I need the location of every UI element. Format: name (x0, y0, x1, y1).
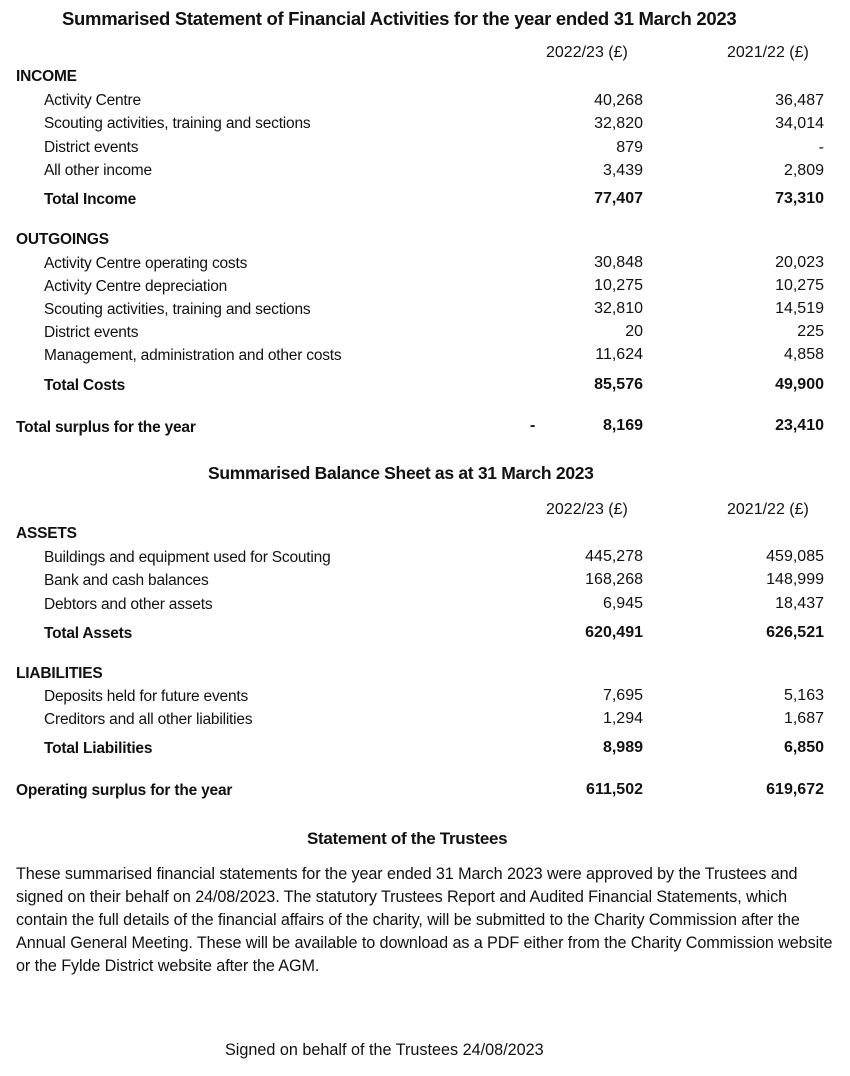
value-2022-23: 32,820 (594, 115, 643, 132)
value-2022-23: 1,294 (602, 710, 643, 727)
row-label: Scouting activities, training and sections (44, 301, 311, 318)
bs-column-header-2022-23: 2022/23 (£) (546, 501, 628, 518)
value-2022-23: 6,945 (602, 595, 643, 612)
value-2021-22: 225 (797, 323, 824, 340)
value-2021-22: 18,437 (775, 595, 824, 612)
row-label: Bank and cash balances (44, 572, 209, 589)
value-2021-22: 148,999 (766, 571, 824, 588)
row-label: Scouting activities, training and sections (44, 115, 311, 132)
total-surplus-2021-22: 23,410 (775, 417, 824, 434)
outgoings-heading: OUTGOINGS (16, 231, 109, 248)
value-2021-22: 2,809 (783, 162, 824, 179)
row-label: Creditors and all other liabilities (44, 711, 253, 728)
row-label: Buildings and equipment used for Scouting (44, 549, 331, 566)
total-costs-2022-23: 85,576 (594, 376, 643, 393)
row-label: Activity Centre (44, 92, 141, 109)
value-2022-23: 10,275 (594, 277, 643, 294)
operating-surplus-2021-22: 619,672 (766, 781, 824, 798)
total-costs-2021-22: 49,900 (775, 376, 824, 393)
total-liabilities-2021-22: 6,850 (783, 739, 824, 756)
total-costs-label: Total Costs (44, 377, 126, 394)
row-label: All other income (44, 162, 152, 179)
total-assets-2021-22: 626,521 (766, 624, 824, 641)
row-label: Management, administration and other costs (44, 347, 342, 364)
total-liabilities-label: Total Liabilities (44, 740, 153, 757)
trustees-signature: Signed on behalf of the Trustees 24/08/2023 (225, 1041, 544, 1059)
operating-surplus-2022-23: 611,502 (586, 781, 643, 798)
value-2022-23: 7,695 (602, 687, 643, 704)
value-2021-22: 36,487 (775, 92, 824, 109)
value-2021-22: 10,275 (775, 277, 824, 294)
operating-surplus-label: Operating surplus for the year (16, 782, 233, 799)
bs-column-header-2021-22: 2021/22 (£) (727, 501, 809, 518)
total-liabilities-2022-23: 8,989 (602, 739, 643, 756)
value-2022-23: 168,268 (585, 571, 643, 588)
sofa-column-header-2022-23: 2022/23 (£) (546, 44, 628, 61)
value-2022-23: 40,268 (594, 92, 643, 109)
total-surplus-label: Total surplus for the year (16, 419, 196, 436)
liabilities-heading: LIABILITIES (16, 665, 103, 682)
value-2021-22: 5,163 (783, 687, 824, 704)
value-2022-23: 445,278 (585, 548, 643, 565)
value-2021-22: 20,023 (775, 254, 824, 271)
total-income-2022-23: 77,407 (594, 190, 643, 207)
row-label: District events (44, 324, 139, 341)
negative-sign: - (530, 417, 536, 434)
assets-heading: ASSETS (16, 525, 77, 542)
value-2021-22: 34,014 (775, 115, 824, 132)
trustees-paragraph: These summarised financial statements for the year ended 31 March 2023 were approved by the Trustees and signed on their behalf on 24/08/2023. The statutory Trustees Report and Audited Financial Statements, which contain the full details of the financial affairs of the charity, will be submitted to the Charity Commission after the Annual General Meeting. These will be available to download as a PDF either from the Charity Commission website or the Fylde District website after the AGM. (16, 865, 833, 975)
row-label: Deposits held for future events (44, 688, 249, 705)
total-assets-label: Total Assets (44, 625, 133, 642)
sofa-title: Summarised Statement of Financial Activities for the year ended 31 March 2023 (62, 8, 737, 29)
balance-sheet-title: Summarised Balance Sheet as at 31 March 2023 (208, 463, 594, 483)
total-income-2021-22: 73,310 (775, 190, 824, 207)
total-surplus-2022-23: 8,169 (602, 417, 643, 434)
trustees-title: Statement of the Trustees (307, 829, 508, 848)
value-2021-22: 14,519 (775, 300, 824, 317)
value-2021-22: - (818, 139, 824, 156)
value-2022-23: 3,439 (602, 162, 643, 179)
row-label: Debtors and other assets (44, 596, 213, 613)
total-assets-2022-23: 620,491 (585, 624, 643, 641)
income-heading: INCOME (16, 68, 77, 85)
value-2022-23: 32,810 (594, 300, 643, 317)
value-2021-22: 459,085 (766, 548, 824, 565)
row-label: Activity Centre operating costs (44, 255, 248, 272)
sofa-column-header-2021-22: 2021/22 (£) (727, 44, 809, 61)
total-income-label: Total Income (44, 191, 137, 208)
row-label: District events (44, 139, 139, 156)
row-label: Activity Centre depreciation (44, 278, 228, 295)
value-2021-22: 4,858 (783, 346, 824, 363)
value-2021-22: 1,687 (783, 710, 824, 727)
value-2022-23: 11,624 (595, 346, 643, 363)
value-2022-23: 30,848 (594, 254, 643, 271)
value-2022-23: 20 (625, 323, 643, 340)
value-2022-23: 879 (616, 139, 643, 156)
